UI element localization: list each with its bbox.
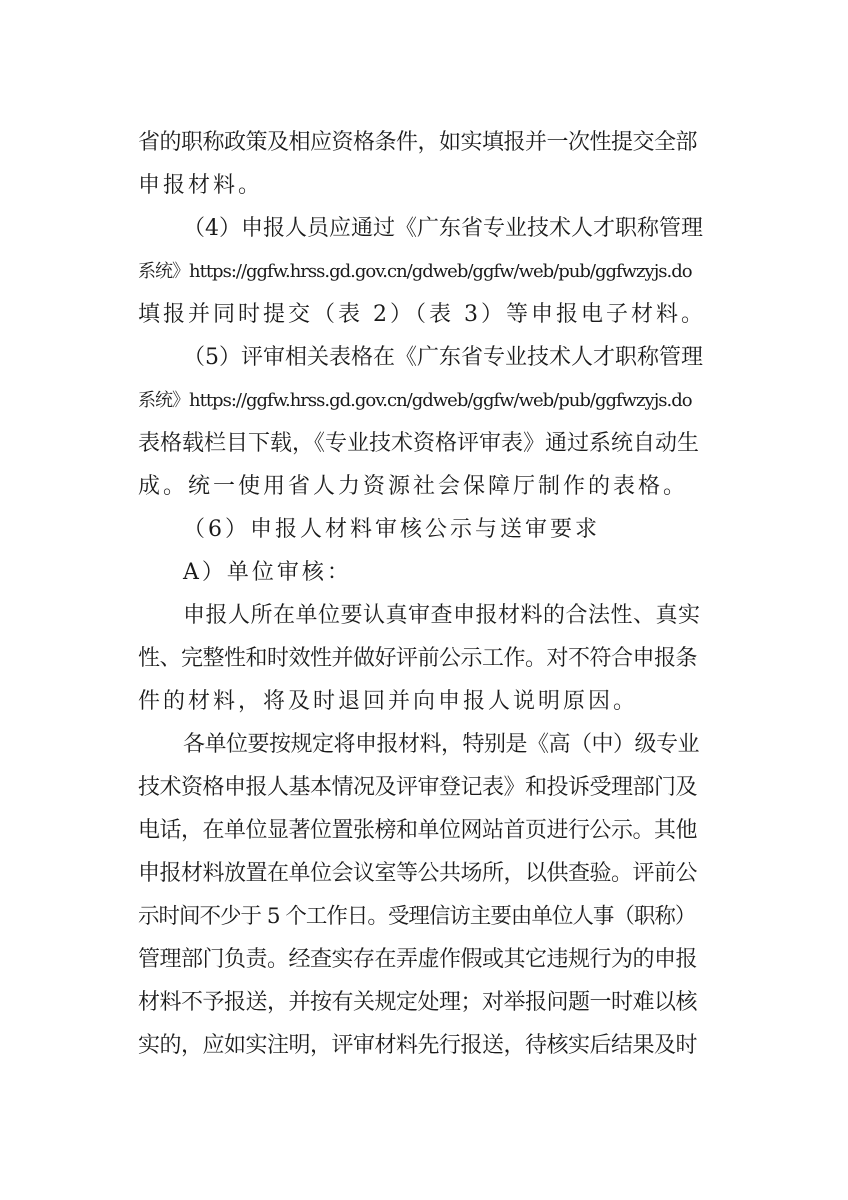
text-line: 材料不予报送，并按有关规定处理；对举报问题一时难以核 [138,990,698,1015]
text-line: （4）申报人员应通过《广东省专业技术人才职称管理 [183,216,703,241]
text-line: 成。统一使用省人力资源社会保障厅制作的表格。 [138,474,689,499]
text-line: 省的职称政策及相应资格条件，如实填报并一次性提交全部 [138,130,698,155]
text-line: 申报人所在单位要认真审查申报材料的合法性、真实 [183,603,701,628]
text-line: （5）评审相关表格在《广东省专业技术人才职称管理 [183,345,703,370]
text-line: 系统》https://ggfw.hrss.gd.gov.cn/gdweb/ggfw/web/pub/ggfwzyjs.do [138,390,692,411]
text-line: 技术资格申报人基本情况及评审登记表》和投诉受理部门及 [138,775,698,800]
text-line: （6）申报人材料审核公示与送审要求 [183,517,600,542]
text-line: 表格载栏目下载，《专业技术资格评审表》通过系统自动生 [138,431,700,456]
text-line: A）单位审核： [183,560,352,585]
text-line: 件的材料，将及时退回并向申报人说明原因。 [138,689,639,714]
text-line: 各单位要按规定将申报材料，特别是《高（中）级专业 [183,732,700,757]
text-line: 系统》https://ggfw.hrss.gd.gov.cn/gdweb/ggfw/web/pub/ggfwzyjs.do [138,261,692,282]
text-line: 申报材料放置在单位会议室等公共场所，以供查验。评前公 [138,861,698,886]
text-line: 性、完整性和时效性并做好评前公示工作。对不符合申报条 [138,646,698,671]
text-line: 示时间不少于 5 个工作日。受理信访主要由单位人事（职称） [138,904,696,929]
text-line: 电话，在单位显著位置张榜和单位网站首页进行公示。其他 [138,818,698,843]
text-line: 申报材料。 [138,173,264,198]
text-line: 填报并同时提交（表 2）（表 3）等申报电子材料。 [138,302,706,327]
text-line: 实的，应如实注明，评审材料先行报送，待核实后结果及时 [138,1033,698,1058]
text-line: 管理部门负责。经查实存在弄虚作假或其它违规行为的申报 [138,947,698,972]
